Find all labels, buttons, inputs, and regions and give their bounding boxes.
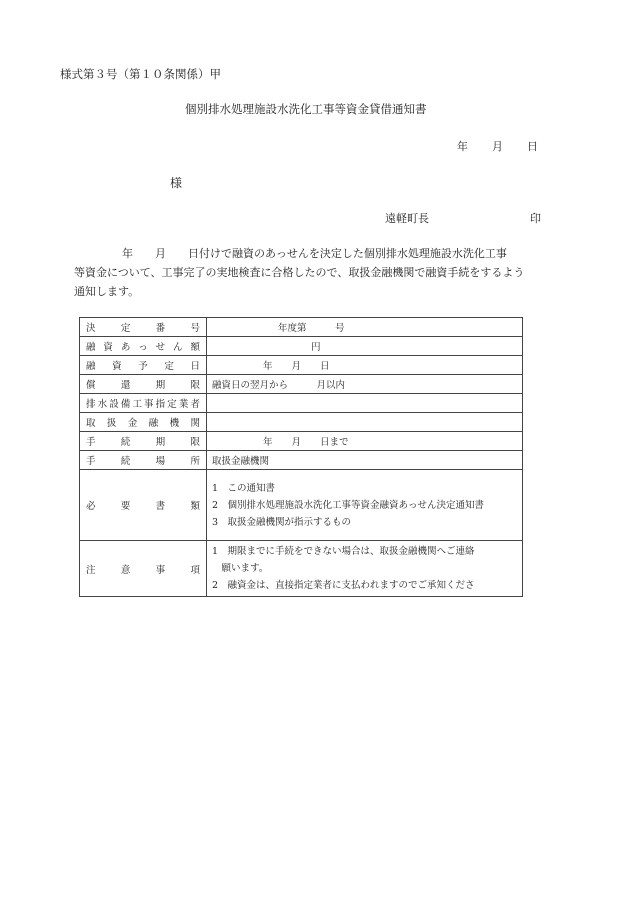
row-value bbox=[207, 413, 523, 432]
issuer-name: 遠軽町長 bbox=[385, 212, 429, 225]
body-line-3: 通知します。 bbox=[74, 285, 140, 298]
row-label-text: 償 還 期 限 bbox=[86, 380, 200, 391]
table-row bbox=[80, 432, 523, 451]
notice-body bbox=[74, 244, 564, 301]
row-label-text: 手 続 場 所 bbox=[86, 456, 200, 467]
row-label-text: 排 水 設 備 工 事 指 定 業 者 bbox=[86, 399, 200, 410]
row-value bbox=[207, 337, 523, 356]
row-value bbox=[207, 432, 523, 451]
table-row bbox=[80, 394, 523, 413]
notes-list bbox=[207, 541, 523, 597]
date-day-label: 日 bbox=[527, 140, 538, 153]
date-month-label: 月 bbox=[492, 140, 503, 153]
addressee-suffix: 様 bbox=[170, 176, 183, 190]
row-value bbox=[207, 394, 523, 413]
body-line-2: 等資金について、工事完了の実地検査に合格したので、取扱金融機関で融資手続をするよう bbox=[74, 266, 525, 279]
row-value bbox=[207, 356, 523, 375]
row-value bbox=[207, 451, 523, 470]
list-item: 2 個別排水処理施設水洗化工事等資金融資あっせん決定通知書 bbox=[212, 499, 484, 511]
row-label bbox=[80, 541, 207, 597]
row-label bbox=[80, 432, 207, 451]
note-line: 1 期限までに手続をできない場合は、取扱金融機関へご連絡 bbox=[212, 546, 475, 557]
table-row bbox=[80, 451, 523, 470]
table-row bbox=[80, 337, 523, 356]
row-label bbox=[80, 470, 207, 541]
issue-date bbox=[457, 138, 538, 154]
row-value-text: 取扱金融機関 bbox=[212, 456, 270, 467]
row-value bbox=[207, 375, 523, 394]
row-label-text: 融 資 あ っ せ ん 額 bbox=[86, 342, 200, 353]
table-row bbox=[80, 413, 523, 432]
table-row-documents bbox=[80, 470, 523, 541]
table-row-notes bbox=[80, 541, 523, 597]
row-label bbox=[80, 451, 207, 470]
row-label-text: 融 資 予 定 日 bbox=[86, 361, 200, 372]
row-value-text: 年 月 日まで bbox=[263, 437, 349, 448]
row-value-text: 年 月 日 bbox=[263, 361, 330, 372]
required-documents-list bbox=[207, 470, 523, 541]
list-item: 3 取扱金融機関が指示するもの bbox=[212, 516, 352, 528]
table-row bbox=[80, 375, 523, 394]
note-line: 2 融資金は、直接指定業者に支払われますのでご承知くださ bbox=[212, 580, 475, 591]
note-line: 願います。 bbox=[212, 563, 269, 574]
row-label bbox=[80, 337, 207, 356]
row-label bbox=[80, 318, 207, 337]
row-label-text: 注 意 事 項 bbox=[86, 564, 200, 576]
row-label-text: 必 要 書 類 bbox=[86, 501, 200, 512]
body-line-1: 年 月 日付けで融資のあっせんを決定した個別排水処理施設水洗化工事 bbox=[122, 247, 507, 260]
row-label bbox=[80, 375, 207, 394]
row-value-text: 年度第 号 bbox=[278, 323, 345, 334]
row-value bbox=[207, 318, 523, 337]
table-row bbox=[80, 318, 523, 337]
table-row bbox=[80, 356, 523, 375]
form-number: 様式第３号（第１０条関係）甲 bbox=[60, 67, 221, 81]
row-label-text: 取 扱 金 融 機 関 bbox=[86, 418, 200, 429]
document-title: 個別排水処理施設水洗化工事等資金貸借通知書 bbox=[185, 102, 427, 116]
loan-info-table bbox=[79, 317, 523, 597]
row-label-text: 手 続 期 限 bbox=[86, 437, 200, 448]
list-item: 1 この通知書 bbox=[212, 482, 276, 494]
date-year-label: 年 bbox=[457, 140, 468, 153]
row-value-text: 融資日の翌月から 月以内 bbox=[212, 380, 346, 391]
row-label bbox=[80, 394, 207, 413]
row-value-text: 円 bbox=[311, 342, 321, 353]
row-label-text: 決 定 番 号 bbox=[86, 323, 200, 334]
issuer-seal: 印 bbox=[530, 212, 541, 225]
row-label bbox=[80, 356, 207, 375]
row-label bbox=[80, 413, 207, 432]
